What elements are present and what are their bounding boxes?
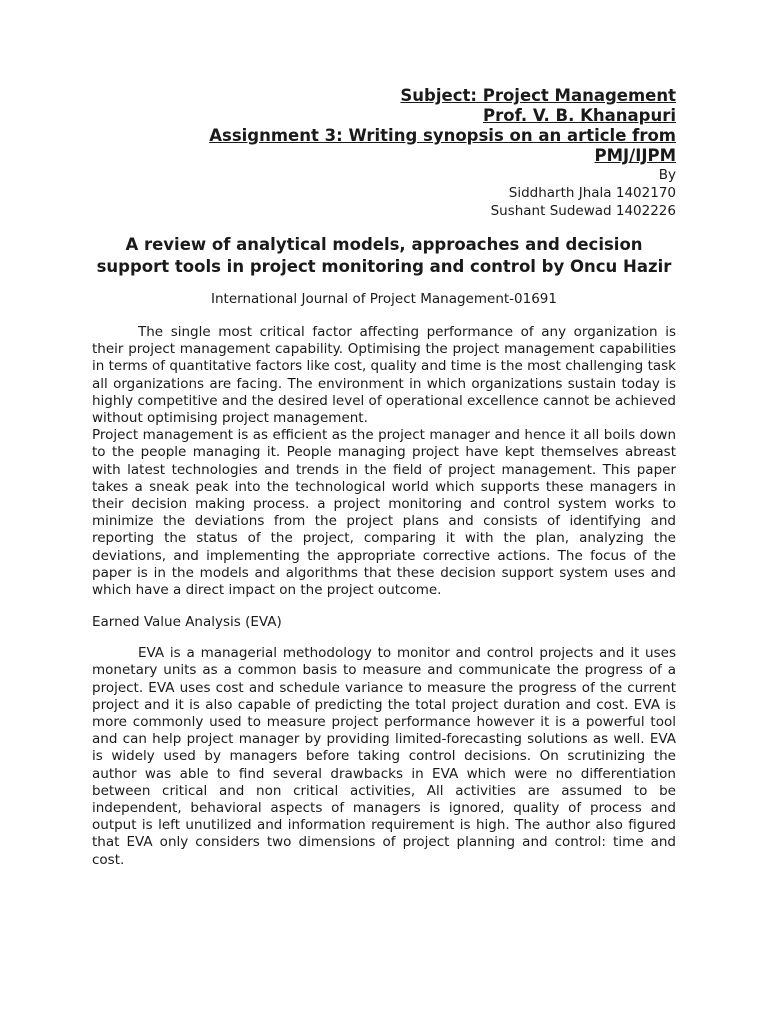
subject-line: Subject: Project Management xyxy=(400,86,676,105)
paragraph-project-management: Project management is as efficient as the project manager and hence it all boils down to the people managing it. People managing project have kept themselves abreast with latest technologies and trends in the field of project management. This paper takes a sneak peak into the technological world which supports these managers in their decision making process. a project monitoring and control system works to minimize the deviations from the project plans and consists of identifying and reporting the status of the project, comparing it with the plan, analyzing the deviations, and implementing the appropriate corrective actions. The focus of the paper is in the models and algorithms that these decision support system uses and which have a direct impact on the project outcome. xyxy=(92,427,676,599)
assignment-line-1: Assignment 3: Writing synopsis on an article from xyxy=(209,126,676,145)
author-1: Siddharth Jhala 1402170 xyxy=(508,185,676,201)
author-2: Sushant Sudewad 1402226 xyxy=(490,203,676,219)
section-heading-eva: Earned Value Analysis (EVA) xyxy=(92,614,282,631)
professor-line: Prof. V. B. Khanapuri xyxy=(483,106,676,125)
article-title: A review of analytical models, approaches and decision support tools in project monitoring and control by Oncu Hazir xyxy=(96,235,672,276)
assignment-header xyxy=(92,86,676,220)
journal-name: International Journal of Project Management-01691 xyxy=(211,291,557,307)
assignment-line-2: PMJ/IJPM xyxy=(594,146,676,165)
by-label: By xyxy=(658,167,676,183)
paragraph-eva: EVA is a managerial methodology to monitor and control projects and it uses monetary units as a common basis to measure and communicate the progress of a project. EVA uses cost and schedule variance to measure the progress of the current project and it is also capable of predicting the total project duration and cost. EVA is more commonly used to measure project performance however it is a powerful tool and can help project manager by providing limited-forecasting solutions as well. EVA is widely used by managers before taking control decisions. On scrutinizing the author was able to find several drawbacks in EVA which were no differentiation between critical and non critical activities, All activities are assumed to be independent, behavioral aspects of managers is ignored, quality of process and output is left unutilized and information requirement is high. The author also figured that EVA only considers two dimensions of project planning and control: time and cost. xyxy=(92,645,676,868)
paragraph-intro: The single most critical factor affecting performance of any organization is their project management capability. Optimising the project management capabilities in terms of quantitative factors like cost, quality and time is the most challenging task all organizations are facing. The environment in which organizations sustain today is highly competitive and the desired level of operational excellence cannot be achieved without optimising project management. xyxy=(92,324,676,427)
document-page xyxy=(92,86,676,869)
